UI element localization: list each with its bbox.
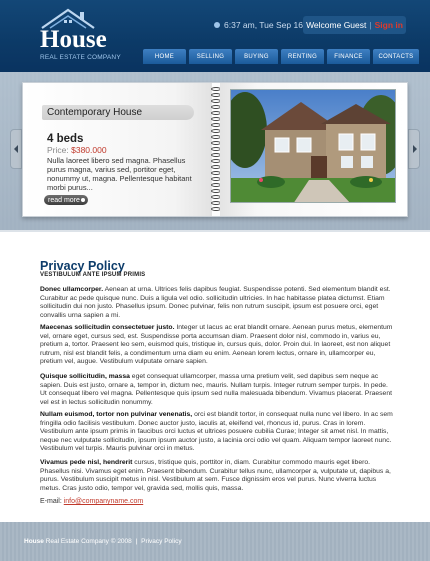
nav-renting[interactable]: RENTING — [281, 49, 324, 64]
read-more-arrow-icon — [81, 198, 85, 202]
price-value: $380.000 — [71, 145, 107, 155]
paragraph — [40, 459, 396, 493]
page-subtitle: VESTIBULUM ANTE IPSUM PRIMIS — [40, 272, 146, 278]
footer-separator: | — [135, 538, 138, 545]
clock-icon — [214, 22, 220, 28]
logo-name: House — [40, 26, 107, 53]
showcase — [0, 72, 430, 230]
paragraph-text: Aenean at urna. Ultrices felis dapibus feugiat. Suspendisse potenti. Sed elementum blandit est. Curabitur ac pede quisque nunc. Duis a ligula vel odio. sollicitudin ultricies. In hac habitasse platea dictumst. Etiam sollicitudin dui non justo. Phasellus ipsum. Donec pulvinar, felis non rutrum suscipit, ipsum est posuere orci, eget convallis urna sapien a mi. — [40, 286, 391, 319]
footer — [0, 522, 430, 561]
arrow-right-icon — [413, 145, 417, 153]
price-label: Price: — [47, 145, 69, 155]
footer-privacy-link[interactable]: Privacy Policy — [141, 538, 182, 545]
paragraph-lead: Quisque sollicitudin, massa — [40, 373, 130, 380]
next-slide-button[interactable] — [408, 129, 420, 169]
nav-selling[interactable]: SELLING — [189, 49, 232, 64]
paragraph-lead: Vivamus pede nisl, hendrerit — [40, 459, 133, 466]
house-photo — [230, 89, 396, 203]
prev-slide-button[interactable] — [10, 129, 22, 169]
email-line — [40, 498, 143, 505]
paragraph — [40, 286, 396, 320]
footer-text — [24, 538, 182, 545]
logo[interactable] — [36, 8, 121, 61]
paragraph-text: Integer ut lacus ac erat blandit ornare. Aenean purus metus, elementum vel, ornare eget, cursus sed, est. Suspendisse porta accumsan diam. Praesent dolor nisl, commodo in, varius eu, pretium a, tortor. Praesent leo sem, euismod quis, tristique in, cursus quis, dolor. Proin dui. In laoreet, est non aliquet rutrum, nisl est blandit felis, a condimentum urna diam eu enim. Aenean lorem lectus, ornare in, ullamcorper eu, pretium vel, augue. Vestibulum vulputate ornare sapien. — [40, 324, 393, 366]
welcome-separator: | — [369, 20, 372, 30]
main-nav — [143, 49, 419, 64]
listing-title-bar — [42, 105, 194, 120]
clock-text: 6:37 am, Tue Sep 16 — [224, 20, 303, 30]
listing-title: Contemporary House — [47, 107, 143, 118]
paragraph — [40, 411, 396, 454]
read-more-label: read more — [48, 196, 80, 204]
email-label: E-mail: — [40, 498, 62, 505]
notebook-left-page — [23, 83, 212, 216]
nav-contacts[interactable]: CONTACTS — [373, 49, 419, 64]
nav-home[interactable]: HOME — [143, 49, 186, 64]
main-content — [0, 230, 430, 522]
logo-tagline: REAL ESTATE COMPANY — [40, 54, 121, 61]
paragraph — [40, 324, 396, 367]
paragraph-lead: Donec ullamcorper. — [40, 286, 104, 293]
paragraph-text: eget consequat ullamcorper, massa urna pretium velit, sed dapibus sem neque ac sapien. Duis est justo, ornare a, tempor in, dictum nec, mauris. Nullam turpis. Integer rutrum semper turpis. In pede. Ut consequat libero vel magna. Pellentesque quis ipsum sed nulla malesuada bibendum. Vivamus placerat. Praesent vel est in lectus sollicitudin nonummy. — [40, 373, 393, 406]
footer-copyright: Real Estate Company © 2008 — [45, 538, 132, 545]
listing-beds: 4 beds — [47, 133, 84, 145]
content-divider — [0, 230, 430, 232]
email-link[interactable]: info@companyname.com — [63, 498, 144, 505]
footer-brand: House — [24, 538, 44, 545]
notebook — [22, 82, 408, 217]
paragraph — [40, 373, 396, 407]
paragraph-lead: Maecenas sollicitudin consectetuer justo. — [40, 324, 175, 331]
paragraph-text: orci est blandit tortor, in consequat nulla nunc vel libero. In ac sem fringilla odio facilisis vestibulum. Donec auctor justo, iaculis at, eleifend vel, rhoncus id, purus. Cras in lorem. Vestibulum ante ipsum primis in faucibus orci luctus et ultrices posuere cubilia Curae; Integer sit amet nisl. In mattis, neque nec vulputate sollicitudin, ipsum ipsum auctor justo, a lacinia orci odio vel quam. Aliquam tempor laoreet nunc. Vestibulum vel turpis. Mauris pulvinar orci in metus. — [40, 411, 393, 453]
welcome-text: Welcome Guest — [306, 20, 367, 30]
signin-link[interactable]: Sign in — [374, 20, 403, 30]
clock — [214, 20, 303, 30]
read-more-button[interactable] — [44, 195, 88, 205]
notebook-right-page — [220, 83, 407, 216]
paragraph-lead: Nullam euismod, tortor non pulvinar venenatis, — [40, 411, 193, 418]
arrow-left-icon — [14, 145, 18, 153]
header — [0, 0, 430, 72]
listing-description: Nulla laoreet libero sed magna. Phasellus purus magna, varius sed, portitor eget, nonummy ut, magna. Pellentesque habitant morbi purus... — [47, 156, 192, 192]
nav-buying[interactable]: BUYING — [235, 49, 278, 64]
paragraph-text: cursus, tristique quis, porttitor in, diam. Curabitur commodo mauris eget libero. Phasellus nisi. Vivamus eget enim. Praesent bibendum. Curabitur tellus nunc, ullamcorper a, vulputate ut, dapibus a, purus. Vestibulum suscipit metus in nisl. Vestibulum at sem. Fusce dignissim eros vel purus. Nunc viverra luctus metus. Cras justo odio, tempor vel, gravida sed, mollis quis, massa. — [40, 459, 391, 492]
welcome-box — [303, 16, 406, 34]
page-title: Privacy Policy — [40, 259, 125, 273]
nav-finance[interactable]: FINANCE — [327, 49, 370, 64]
listing-price — [47, 145, 107, 155]
